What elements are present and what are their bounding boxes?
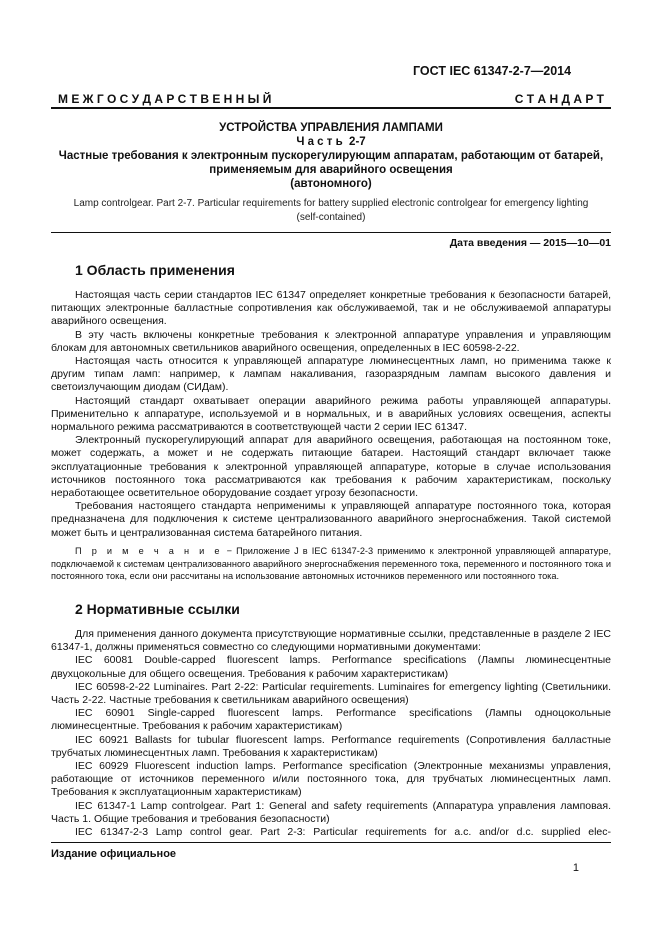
paragraph: Электронный пускорегулирующий аппарат для аварийного освещения, работающая на постоянном токе, может содержать, а может и не содержать питающие батареи. Настоящий стандарт включает также эксплуатационные требования к электронной управляющей аппаратуре, которые в случае использования источников постоянного тока рассматриваются как требования к рабочим характеристикам, поскольку неработающее осветительное оборудование создает угрозу безопасности. — [51, 434, 611, 500]
title-line-5: (автономного) — [290, 178, 372, 190]
note-label: П р и м е ч а н и е — [75, 546, 223, 556]
paragraph: Настоящая часть относится к управляющей аппаратуре люминесцентных ламп, но применима также к другим типам ламп: например, к лампам накаливания, газоразрядным лампам высокого давления и светоизлучающим диодам (СИДам). — [51, 355, 611, 394]
reference-item: IEC 61347-2-3 Lamp control gear. Part 2-3: Particular requirements for a.c. and/or d.c. supplied elec- — [75, 826, 611, 839]
paragraph: Настоящий стандарт охватывает операции аварийного режима работы управляющей аппаратуры. Применительно к аппаратуре, используемой и в нормальных, и в аварийных условиях освещения, аспекты нормального режима рассматриваются в соответствующей части 2 серии IEC 61347. — [51, 394, 611, 434]
reference-item: IEC 60901 Single-capped fluorescent lamps. Performance specifications (Лампы одноцокольные люминесцентные. Требования к рабочим характеристикам) — [51, 707, 611, 733]
title-line-1: УСТРОЙСТВА УПРАВЛЕНИЯ ЛАМПАМИ — [219, 122, 443, 134]
title-rule — [51, 232, 611, 233]
paragraph: Требования настоящего стандарта неприменимы к управляющей аппаратуре постоянного тока, которая предназначена для подключения к системе централизованного аварийного энергоснабжения. Такой системой может быть и централизованная система батарейного питания. — [51, 500, 611, 539]
footer-rule — [51, 842, 611, 843]
title-line-3: Частные требования к электронным пускорегулирующим аппаратам, работающим от батарей, — [58, 150, 604, 162]
paragraph: Настоящая часть серии стандартов IEC 61347 определяет конкретные требования к безопасности батарей, питающих электронные балластные сопротивления как обслуживаемой, так и не обслуживаемой аппаратуры аварийного освещения. — [51, 289, 611, 328]
section-1-note — [51, 545, 611, 583]
english-title — [51, 197, 611, 225]
note-paragraph — [51, 545, 611, 583]
page-number: 1 — [572, 862, 579, 874]
reference-item: IEC 60598-2-22 Luminaires. Part 2-22: Particular requirements. Luminaires for emergency lighting (Светильники. Часть 2-22. Частные требования к светильникам аварийного освещения) — [51, 680, 611, 707]
section-2-heading: 2 Нормативные ссылки — [75, 601, 240, 617]
intro-date: Дата введения — 2015—10—01 — [449, 237, 611, 249]
paragraph: В эту часть включены конкретные требования к электронной аппаратуре управления и управляющим блокам для автономных светильников аварийного освещения, определенных в IEC 60598-2-22. — [51, 328, 611, 354]
title-part: Ч а с т ь 2-7 — [296, 136, 366, 148]
reference-item: IEC 60929 Fluorescent induction lamps. Performance specification (Электронные механизмы управления, работающие от источников переменного и/или постоянного тока, для трубчатых люминесцентных ламп. Требования к эксплуатационным характеристикам) — [51, 760, 611, 799]
reference-item: IEC 60081 Double-capped fluorescent lamps. Performance specifications (Лампы люминесцентные двухцокольные для общего освещения. Требования к рабочим характеристикам) — [51, 654, 611, 680]
title-line-4: применяемым для аварийного освещения — [209, 164, 453, 176]
section-1-body — [51, 289, 611, 540]
paragraph: Для применения данного документа присутствующие нормативные ссылки, представленные в разделе 2 IEC 61347-1, должны применяться совместно со следующими нормативными документами: — [51, 628, 611, 654]
interstate-standard-banner — [58, 92, 604, 106]
official-edition-label: Издание официальное — [51, 848, 177, 860]
reference-item: IEC 61347-1 Lamp controlgear. Part 1: General and safety requirements (Аппаратура управления ламповая. Часть 1. Общие требования и требования безопасности) — [51, 799, 611, 825]
banner-word-interstate: М Е Ж Г О С У Д А Р С Т В Е Н Н Ы Й — [58, 92, 272, 106]
english-title-line-1: Lamp controlgear. Part 2-7. Particular requirements for battery supplied electronic controlgear for emergency lighting — [73, 198, 589, 209]
note-text: − Приложение J в IEC 61347-2-3 применимо к электронной управляющей аппаратуре, подключаемой к системам централизованного аварийного энергоснабжения переменного тока, переменного и постоянного тока и постоянного тока, если они рассчитаны на использование автономных источников переменного или постоянного тока. — [51, 546, 611, 582]
banner-rule — [51, 107, 611, 109]
section-1-heading: 1 Область применения — [75, 262, 235, 278]
reference-item: IEC 60921 Ballasts for tubular fluorescent lamps. Performance requirements (Сопротивления балластные трубчатых люминесцентных ламп. Требования к характеристикам) — [51, 733, 611, 759]
document-title — [51, 121, 611, 191]
banner-word-standard: С Т А Н Д А Р Т — [514, 92, 604, 106]
section-2-body — [51, 628, 611, 839]
english-title-line-2: (self-contained) — [296, 212, 366, 223]
standard-number: ГОСТ IEC 61347-2-7—2014 — [413, 64, 572, 78]
